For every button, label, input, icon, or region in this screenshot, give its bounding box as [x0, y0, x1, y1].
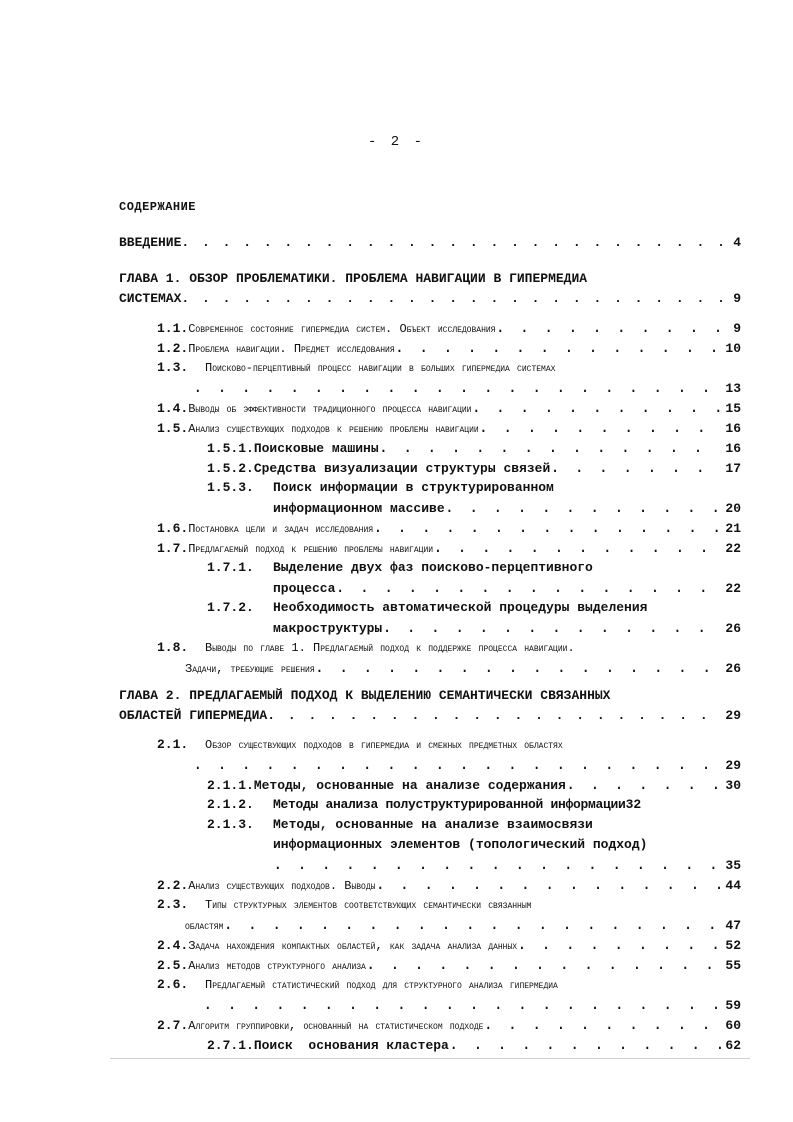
toc-chapter-title-cont: СИСТЕМАХ: [119, 291, 182, 306]
toc-entry-page: 16: [725, 441, 741, 456]
toc-entry-2-7[interactable]: [157, 1015, 741, 1035]
section-title-cont: Задачи, требующие решения: [185, 662, 315, 676]
page-number: - 2 -: [367, 134, 425, 150]
toc-entry-page: 32: [625, 797, 642, 812]
leader-dots: [483, 1015, 721, 1035]
toc-chapter-2-title-line1[interactable]: [119, 686, 741, 706]
section-title: Анализ методов структурного анализа: [188, 959, 366, 973]
toc-entry-page: 4: [733, 235, 741, 250]
section-number: 1.5.2.: [207, 461, 254, 476]
toc-entry-page: 10: [725, 341, 741, 356]
leader-dots: [566, 775, 722, 795]
toc-chapter-1-title-line1[interactable]: [119, 269, 741, 289]
toc-entry-2-4[interactable]: [157, 935, 741, 955]
toc-entry-page: 44: [725, 878, 741, 893]
section-title: Анализ существующих подходов. Выводы: [188, 879, 376, 893]
toc-chapter-1[interactable]: [119, 289, 741, 309]
leader-dots: [479, 418, 722, 438]
toc-entry-page: 30: [725, 778, 741, 793]
section-number: 1.7.1.: [207, 560, 254, 575]
section-number: 1.7.: [157, 541, 189, 556]
section-title: Алгоритм группировки, основанный на статистическом подходе: [188, 1019, 484, 1033]
section-number: 2.5.: [157, 958, 189, 973]
toc-entry-2-1-line1[interactable]: [157, 735, 741, 755]
toc-entry-2-6[interactable]: [203, 995, 741, 1015]
section-number: 1.5.1.: [207, 441, 254, 456]
toc-entry-2-2[interactable]: [157, 875, 741, 895]
toc-entry-1-8[interactable]: [185, 658, 741, 678]
toc-entry-page: 22: [725, 581, 741, 596]
toc-entry-page: 26: [725, 621, 741, 636]
toc-entry-2-1[interactable]: [193, 755, 741, 775]
leader-dots: [379, 438, 722, 458]
toc-entry-page: 15: [725, 401, 741, 416]
toc-entry-page: 29: [725, 708, 741, 723]
toc-entry-page: 16: [725, 421, 741, 436]
section-number: 1.6.: [157, 521, 189, 536]
toc-entry-title: ВВЕДЕНИЕ: [119, 235, 182, 250]
toc-entry-1-5-3[interactable]: [273, 498, 741, 518]
section-title: Выводы об эффективности традиционного процесса навигации: [188, 402, 472, 416]
leader-dots: [366, 955, 722, 975]
toc-entry-page: 55: [725, 958, 741, 973]
leader-dots: [335, 578, 721, 598]
section-title: Методы, основанные на анализе содержания: [253, 778, 566, 793]
leader-dots: [267, 706, 721, 726]
section-title-cont: информационном массиве: [273, 501, 445, 516]
section-title: Современное состояние гипермедиа систем. Объект исследования: [188, 322, 496, 336]
section-number: 2.4.: [157, 938, 189, 953]
toc-entry-2-1-2[interactable]: [207, 795, 741, 815]
toc-chapter-2[interactable]: [119, 706, 741, 726]
section-number: 2.1.: [157, 737, 189, 752]
leader-dots: [273, 855, 721, 875]
section-title: Предлагаемый подход к решению проблемы навигации: [188, 542, 434, 556]
section-number: 2.2.: [157, 878, 189, 893]
leader-dots: [517, 935, 721, 955]
section-number: 1.8.: [157, 640, 189, 655]
leader-dots: [223, 915, 721, 935]
section-title: Методы, основанные на анализе взаимосвязи: [273, 817, 593, 832]
section-title-cont: процесса: [273, 581, 336, 596]
toc-entry-2-1-3-line1[interactable]: [207, 815, 741, 835]
section-title: Методы анализа полуструктурированной информации: [273, 797, 626, 812]
toc-entry-1-5[interactable]: [157, 418, 741, 438]
section-number: 2.7.: [157, 1018, 189, 1033]
leader-dots: [395, 338, 722, 358]
section-number: 1.7.2.: [207, 600, 254, 615]
toc-entry-1-3[interactable]: [193, 378, 741, 398]
leader-dots: [471, 398, 721, 418]
section-number: 2.1.1.: [207, 778, 254, 793]
toc-chapter-title: ГЛАВА 2. ПРЕДЛАГАЕМЫЙ ПОДХОД К ВЫДЕЛЕНИЮ СЕМАНТИЧЕСКИ СВЯЗАННЫХ: [119, 688, 611, 703]
toc-entry-page: 59: [725, 998, 741, 1013]
toc-entry-1-5-1[interactable]: [207, 438, 741, 458]
section-title: Выводы по главе 1. Предлагаемый подход к поддержке процесса навигации.: [205, 641, 575, 655]
toc-entry-1-8-line1[interactable]: [157, 638, 741, 658]
leader-dots: [181, 289, 729, 309]
leader-dots: [445, 498, 722, 518]
toc-entry-2-3-line1[interactable]: [157, 895, 741, 915]
toc-entry-1-7-2[interactable]: [273, 618, 741, 638]
toc-entry-page: 20: [725, 501, 741, 516]
toc-entry-2-6-line1[interactable]: [157, 975, 741, 995]
section-title: Анализ существующих подходов к решению проблемы навигации: [188, 422, 479, 436]
toc-entry-page: 29: [725, 758, 741, 773]
section-title: Проблема навигации. Предмет исследования: [188, 342, 395, 356]
toc-entry-page: 35: [725, 858, 741, 873]
section-number: 2.1.2.: [207, 797, 254, 812]
toc-entry-page: 17: [725, 461, 741, 476]
section-number: 2.6.: [157, 977, 189, 992]
toc-entry-1-6[interactable]: [157, 518, 741, 538]
section-number: 1.2.: [157, 341, 189, 356]
section-title: Поисковые машины: [253, 441, 379, 456]
section-title: Постановка цели и задач исследования: [188, 522, 374, 536]
toc-entry-2-1-1[interactable]: [207, 775, 741, 795]
scan-artifact-line: [110, 1058, 750, 1059]
toc-chapter-title: ГЛАВА 1. ОБЗОР ПРОБЛЕМАТИКИ. ПРОБЛЕМА НАВИГАЦИИ В ГИПЕРМЕДИА: [119, 271, 588, 286]
section-number: 2.7.1.: [207, 1038, 254, 1053]
section-title-cont: макроструктуры: [273, 621, 383, 636]
toc-entry-page: 62: [725, 1038, 741, 1053]
toc-entry-1-7-2-line1[interactable]: [207, 598, 741, 618]
toc-chapter-title-cont: ОБЛАСТЕЙ ГИПЕРМЕДИА: [119, 708, 268, 723]
leader-dots: [373, 518, 721, 538]
section-number: 1.5.3.: [207, 480, 254, 495]
section-number: 1.4.: [157, 401, 189, 416]
leader-dots: [193, 755, 721, 775]
section-number: 1.5.: [157, 421, 189, 436]
toc-entry-page: 47: [725, 918, 741, 933]
leader-dots: [433, 538, 721, 558]
leader-dots: [193, 378, 721, 398]
toc-entry-1-5-3-line1[interactable]: [207, 478, 741, 498]
leader-dots: [449, 1035, 722, 1055]
toc-entry-page: 26: [725, 661, 741, 676]
toc-entry-2-1-3[interactable]: [273, 855, 741, 875]
toc-entry-1-3-line1[interactable]: [157, 358, 741, 378]
toc-entry-page: 60: [725, 1018, 741, 1033]
section-title: Средства визуализации структуры связей: [253, 461, 551, 476]
toc-entry-2-7-1[interactable]: [207, 1035, 741, 1055]
section-number: 1.3.: [157, 360, 189, 375]
section-title: Обзор существующих подходов в гипермедиа и смежных предметных областях: [205, 738, 563, 752]
section-title: Необходимость автоматической процедуры выделения: [273, 600, 648, 615]
section-number: 2.1.3.: [207, 817, 254, 832]
toc-entry-1-7[interactable]: [157, 538, 741, 558]
section-title: Поиск информации в структурированном: [273, 480, 554, 495]
leader-dots: [382, 618, 721, 638]
toc-entry-page: 13: [725, 381, 741, 396]
leader-dots: [203, 995, 721, 1015]
leader-dots: [495, 318, 729, 338]
toc-entry-page: 21: [725, 521, 741, 536]
section-title: Выделение двух фаз поисково-перцептивного: [273, 560, 593, 575]
leader-dots: [375, 875, 721, 895]
section-title: Задача нахождения компактных областей, как задача анализа данных: [188, 939, 518, 953]
toc-entry-page: 52: [725, 938, 741, 953]
toc-heading: СОДЕРЖАНИЕ: [119, 200, 197, 214]
toc-entry-intro[interactable]: [119, 233, 741, 253]
toc-entry-1-7-1[interactable]: [273, 578, 741, 598]
section-number: 1.1.: [157, 321, 189, 336]
toc-entry-2-5[interactable]: [157, 955, 741, 975]
leader-dots: [315, 658, 722, 678]
leader-dots: [181, 233, 729, 253]
section-number: 2.3.: [157, 897, 189, 912]
toc-entry-page: 9: [733, 321, 741, 336]
leader-dots: [550, 458, 721, 478]
toc-entry-1-1[interactable]: [157, 318, 741, 338]
section-title: Предлагаемый статистический подход для структурного анализа гипермедиа: [205, 978, 558, 992]
section-title-cont: информационных элементов (топологический подход): [273, 837, 648, 852]
section-title: Типы структурных элементов соответствующих семантически связанным: [205, 898, 532, 912]
toc-entry-2-3[interactable]: [185, 915, 741, 935]
toc-entry-2-1-3-line2[interactable]: [273, 835, 741, 855]
section-title: Поисково-перцептивный процесс навигации в больших гипермедиа системах: [205, 361, 556, 375]
toc-entry-1-2[interactable]: [157, 338, 741, 358]
toc-entry-1-4[interactable]: [157, 398, 741, 418]
section-title: Поиск основания кластера: [253, 1038, 449, 1053]
toc-entry-1-7-1-line1[interactable]: [207, 558, 741, 578]
toc-entry-page: 22: [725, 541, 741, 556]
toc-entry-page: 9: [733, 291, 741, 306]
section-title-cont: областям: [185, 919, 224, 933]
toc-entry-1-5-2[interactable]: [207, 458, 741, 478]
